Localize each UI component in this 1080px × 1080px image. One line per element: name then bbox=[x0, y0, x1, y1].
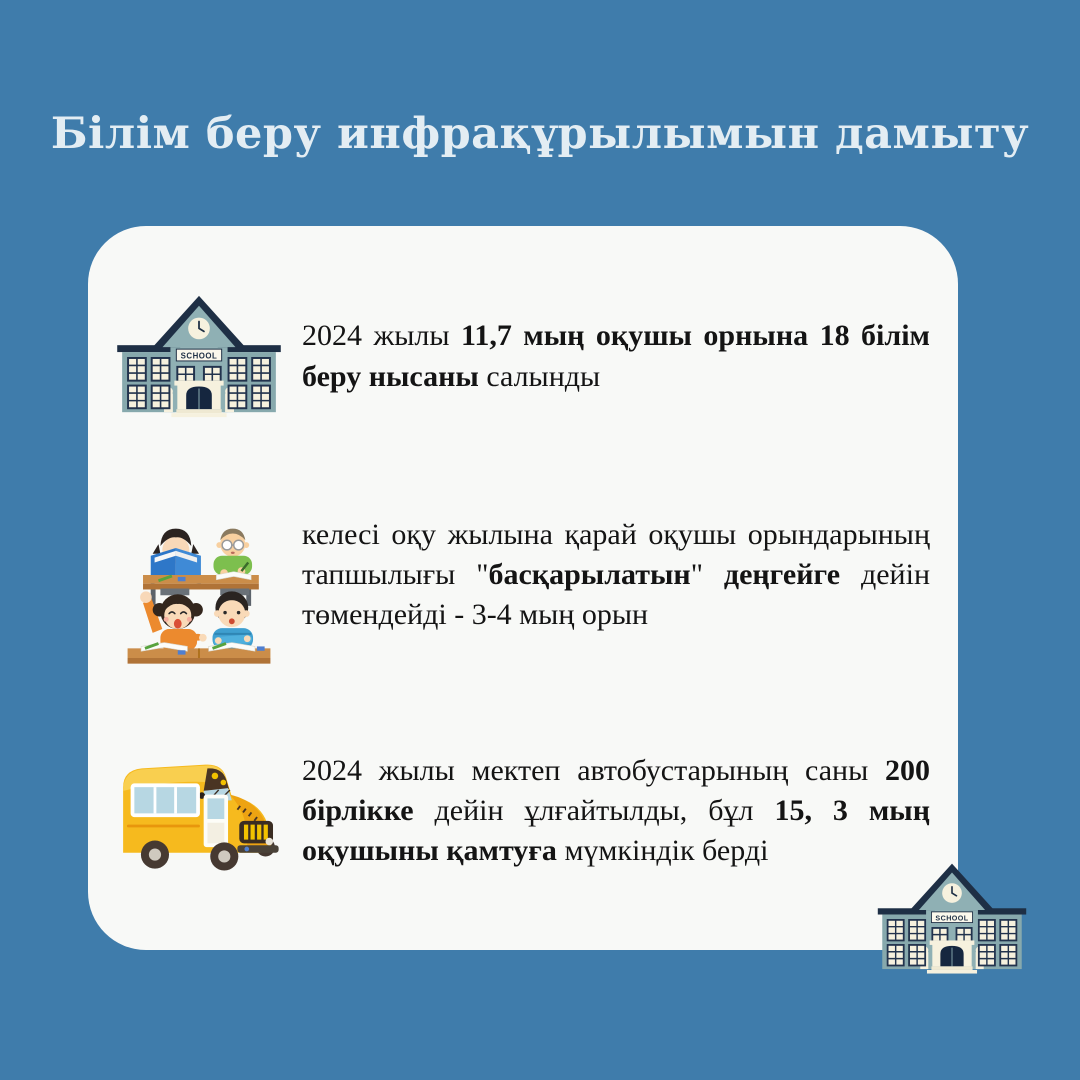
text-segment: дейін төмендейді - 3-4 мың орын bbox=[302, 557, 931, 632]
students-at-desks-icon bbox=[116, 486, 282, 664]
content-card bbox=[88, 226, 958, 950]
school-bus-icon bbox=[110, 742, 288, 881]
info-row-school-buses bbox=[110, 720, 930, 902]
row-text-schools-built bbox=[302, 316, 930, 396]
row-text-school-buses bbox=[302, 751, 930, 872]
text-segment-bold: деңгейге bbox=[723, 557, 841, 591]
row-text-seat-shortage bbox=[302, 515, 930, 636]
school-building-icon bbox=[115, 290, 283, 424]
text-segment-bold: 200 бірлікке bbox=[302, 753, 930, 827]
text-segment-bold: басқарылатын bbox=[488, 557, 691, 591]
text-segment: 2024 жылы мектеп автобустарының саны bbox=[302, 753, 885, 787]
page-title: Білім беру инфрақұрылымын дамыту bbox=[50, 108, 1030, 159]
info-row-seat-shortage bbox=[110, 484, 930, 666]
text-segment-bold: 15, 3 мың оқушыны қамтуға bbox=[302, 793, 930, 868]
corner-school-building-icon bbox=[876, 858, 1028, 980]
icon-box bbox=[110, 486, 288, 664]
text-segment: келесі оқу жылына қарай оқушы орындарының тапшылығы " bbox=[302, 517, 930, 591]
text-segment: " bbox=[690, 557, 724, 591]
text-segment: мүмкіндік берді bbox=[556, 834, 769, 868]
icon-box bbox=[110, 290, 288, 424]
icon-box bbox=[110, 742, 288, 881]
text-segment-bold: 11,7 мың оқушы орнына 18 білім беру нысаны bbox=[302, 319, 930, 393]
text-segment: салынды bbox=[478, 359, 601, 393]
info-row-schools-built bbox=[110, 274, 930, 439]
text-segment: дейін ұлғайтылды, бұл bbox=[413, 793, 775, 827]
text-segment: 2024 жылы bbox=[302, 319, 461, 353]
